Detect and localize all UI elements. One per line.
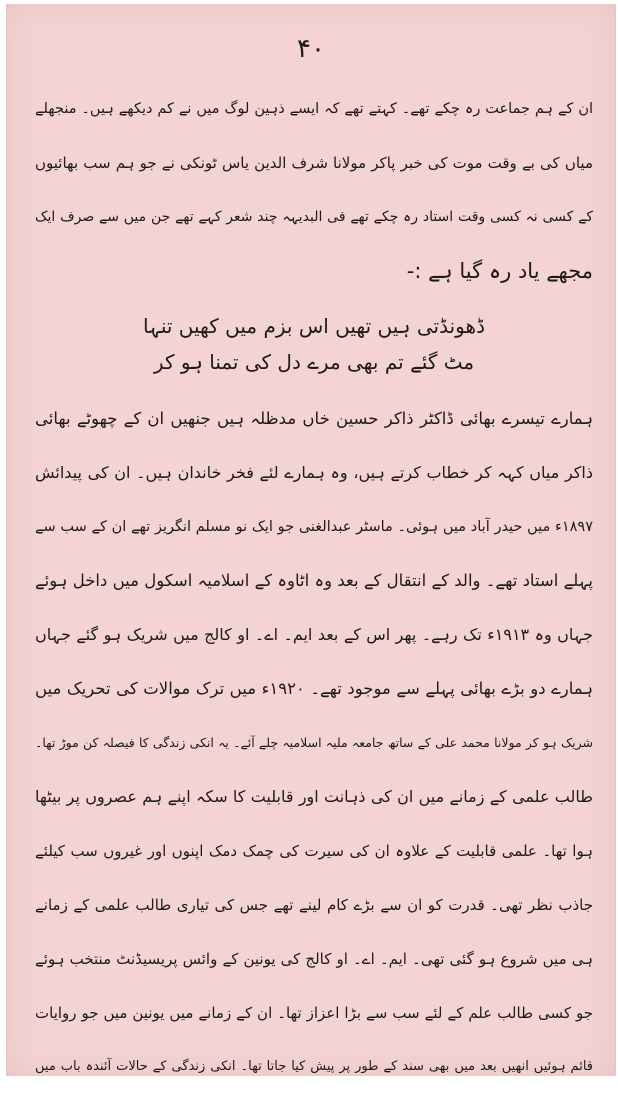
text-line: جو کسی طالب علم کے لئے سب سے بڑا اعزاز تھا۔ ان کے زمانے میں یونین میں جو روایات [35, 1004, 593, 1022]
text-line: ذاکر میاں کہہ کر خطاب کرتے ہیں، وہ ہمارے لئے فخر خاندان ہیں۔ ان کی پیدائش [35, 463, 593, 482]
text-line: پہلے استاد تھے۔ والد کے انتقال کے بعد وہ اٹاوہ کے اسلامیہ اسکول میں داخل ہوئے [35, 571, 593, 590]
page-number: ۴۰ [297, 34, 325, 64]
text-line: ان کے ہم جماعت رہ چکے تھے۔ کہتے تھے کہ ایسے ذہین لوگ میں نے کم دیکھے ہیں۔ منجھلے [35, 101, 593, 117]
text-line: جاذب نظر تھی۔ قدرت کو ان سے بڑے کام لینے تھے جس کی تیاری طالب علمی کے زمانے [35, 896, 593, 914]
text-line: ہمارے تیسرے بھائی ڈاکٹر ذاکر حسین خاں مدظلہ ہیں جنھیں ان کے چھوٹے بھائی [35, 409, 593, 428]
verse-line: ڈھونڈتی ہیں تھیں اس بزم میں کھیں تنہا [143, 314, 485, 338]
text-line: مجھے یاد رہ گیا ہے :- [406, 259, 593, 283]
text-line: ہوا تھا۔ علمی قابلیت کے علاوہ ان کی سیرت کی چمک دمک اپنوں اور غیروں سب کیلئے [35, 842, 593, 860]
verse-line: مٹ گئے تم بھی مرے دل کی تمنا ہو کر [153, 350, 475, 374]
text-line: شریک ہو کر مولانا محمد علی کے ساتھ جامعہ ملیہ اسلامیہ چلے آئے۔ یہ انکی زندگی کا فیصلہ کن موڑ تھا۔ [35, 735, 593, 750]
text-line: ہمارے دو بڑے بھائی پہلے سے موجود تھے۔ ۱۹۲۰ء میں ترک موالات کی تحریک میں [35, 679, 593, 698]
text-line: ہی میں شروع ہو گئی تھی۔ ایم۔ اے۔ او کالج کی یونین کے وائس پریسیڈنٹ منتخب ہوئے [35, 950, 593, 968]
text-line: میاں کی بے وقت موت کی خبر پاکر مولانا شرف الدین یاس ٹونکی نے جو ہم سب بھائیوں [35, 154, 593, 172]
text-line: جہاں وہ ۱۹۱۳ء تک رہے۔ پھر اس کے بعد ایم۔ اے۔ او کالج میں شریک ہو گئے جہاں [35, 625, 593, 644]
page-body [35, 82, 593, 1094]
book-page [6, 4, 616, 1076]
text-line: کے کسی نہ کسی وقت استاد رہ چکے تھے فی البدیہہ چند شعر کہے تھے جن میں سے صرف ایک [35, 209, 593, 225]
text-line: ۱۸۹۷ء میں حیدر آباد میں ہوئی۔ ماسٹر عبدالغنی جو ایک نو مسلم انگریز تھے ان کے سب سے [35, 519, 593, 535]
text-line: قائم ہوئیں انھیں بعد میں بھی سند کے طور پر پیش کیا جاتا تھا۔ انکی زندگی کے حالات آئندہ باب میں [35, 1059, 593, 1074]
text-line: طالب علمی کے زمانے میں ان کی ذہانت اور قابلیت کا سکہ اپنے ہم عصروں پر بیٹھا [35, 787, 593, 806]
